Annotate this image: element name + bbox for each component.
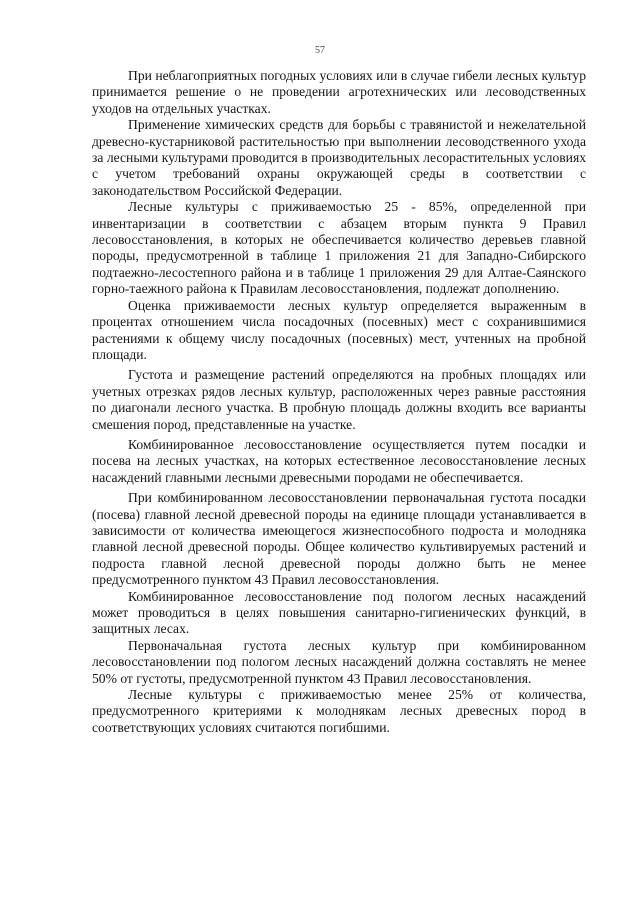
paragraph-survival-supplement: Лесные культуры с приживаемостью 25 - 85%, определенной при инвентаризации в соответствии с абзацем вторым пункта 9 Правил лесовосстановления, в которых не обеспечивается количество деревьев главной породы, предусмотренной в таблице 1 приложения 21 для Западно-Сибирского подтаежно-лесостепного района и в таблице 1 приложения 29 для Алтае-Саянского горно-таежного района к Правилам лесовосстановления, подлежат дополнению. [92, 199, 586, 297]
paragraph-density-placement: Густота и размещение растений определяются на пробных площадях или учетных отрезках рядов лесных культур, расположенных через равные расстояния по диагонали лесного участка. В пробную площадь должны входить все варианты смешения пород, представленные на участке. [92, 367, 586, 432]
paragraph-under-canopy: Комбинированное лесовосстановление под пологом лесных насаждений может проводиться в целях повышения санитарно-гигиенических функций, в защитных лесах. [92, 588, 586, 637]
paragraph-canopy-density: Первоначальная густота лесных культур при комбинированном лесовосстановлении под пологом лесных насаждений должна составлять не менее 50% от густоты, предусмотренной пунктом 43 Правил лесовосстановления. [92, 637, 586, 686]
paragraph-initial-density: При комбинированном лесовосстановлении первоначальная густота посадки (посева) главной лесной древесной породы на единице площади устанавливается в зависимости от количества имеющегося жизнеспособного подроста и молодняка главной лесной древесной породы. Общее количество культивируемых растений и подроста главной лесной древесной породы должно быть не менее предусмотренного пунктом 43 Правил лесовосстановления. [92, 490, 586, 588]
paragraph-dead-cultures: Лесные культуры с приживаемостью менее 25% от количества, предусмотренного критериями к молоднякам лесных древесных пород в соответствующих условиях считаются погибшими. [92, 687, 586, 735]
paragraph-combined-reforestation: Комбинированное лесовосстановление осуществляется путем посадки и посева на лесных участках, на которых естественное лесовосстановление лесных насаждений главными лесными древесными породами не обеспечивается. [92, 436, 586, 485]
page-number: 57 [315, 45, 325, 56]
paragraph-weather-conditions: При неблагоприятных погодных условиях или в случае гибели лесных культур принимается решение о не проведении агротехнических или лесоводственных уходов на отдельных участках. [92, 68, 586, 116]
document-body [92, 68, 586, 736]
paragraph-survival-assessment: Оценка приживаемости лесных культур определяется выраженным в процентах отношением числа посадочных (посевных) мест с сохранившимися растениями к общему числу посадочных (посевных) мест, учтенных на пробной площади. [92, 297, 586, 362]
paragraph-chemical-treatment: Применение химических средств для борьбы с травянистой и нежелательной древесно-кустарниковой растительностью при выполнении лесоводственного ухода за лесными культурами проводится в производительных лесорастительных условиях с учетом требований охраны окружающей среды в соответствии с законодательством Российской Федерации. [92, 117, 586, 198]
